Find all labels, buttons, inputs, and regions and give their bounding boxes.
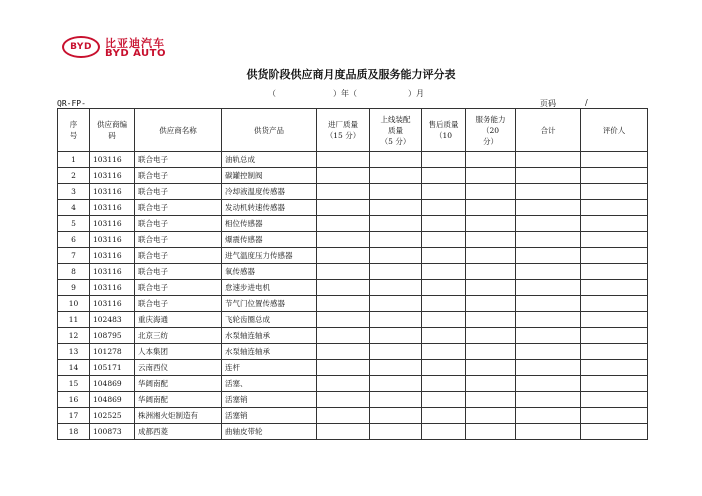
cell-service-score[interactable]	[466, 232, 516, 248]
cell-assembly-score[interactable]	[370, 408, 422, 424]
cell-supplier-code: 103116	[90, 232, 135, 248]
cell-no: 13	[58, 344, 90, 360]
cell-total[interactable]	[516, 280, 581, 296]
cell-product: 活塞销	[222, 392, 317, 408]
cell-total[interactable]	[516, 216, 581, 232]
cell-no: 5	[58, 216, 90, 232]
cell-no: 3	[58, 184, 90, 200]
cell-incoming-score[interactable]	[317, 264, 370, 280]
cell-supplier-name: 联合电子	[135, 296, 222, 312]
cell-incoming-score[interactable]	[317, 280, 370, 296]
cell-after-sales-score[interactable]	[422, 168, 466, 184]
cell-rater[interactable]	[581, 152, 648, 168]
cell-incoming-score[interactable]	[317, 248, 370, 264]
table-row	[58, 408, 648, 424]
cell-assembly-score[interactable]	[370, 328, 422, 344]
cell-service-score[interactable]	[466, 392, 516, 408]
cell-incoming-score[interactable]	[317, 360, 370, 376]
cell-rater[interactable]	[581, 216, 648, 232]
col-header-code-line1: 供应商编	[97, 120, 127, 129]
cell-after-sales-score[interactable]	[422, 312, 466, 328]
cell-product: 节气门位置传感器	[222, 296, 317, 312]
col-header-rater: 评价人	[581, 109, 648, 152]
cell-service-score[interactable]	[466, 312, 516, 328]
cell-supplier-name: 联合电子	[135, 152, 222, 168]
cell-service-score[interactable]	[466, 152, 516, 168]
cell-product: 飞轮齿圈总成	[222, 312, 317, 328]
cell-supplier-code: 101278	[90, 344, 135, 360]
cell-rater[interactable]	[581, 232, 648, 248]
header-row	[58, 109, 648, 152]
cell-service-score[interactable]	[466, 328, 516, 344]
cell-no: 4	[58, 200, 90, 216]
col-header-after-sales-line1: 售后质量	[428, 120, 459, 129]
cell-product: 碳罐控制阀	[222, 168, 317, 184]
cell-total[interactable]	[516, 168, 581, 184]
col-header-code-line2: 码	[108, 131, 116, 140]
cell-no: 15	[58, 376, 90, 392]
cell-incoming-score[interactable]	[317, 152, 370, 168]
period-year: ）年（	[333, 89, 357, 98]
cell-service-score[interactable]	[466, 408, 516, 424]
cell-after-sales-score[interactable]	[422, 344, 466, 360]
cell-incoming-score[interactable]	[317, 232, 370, 248]
cell-supplier-name: 联合电子	[135, 216, 222, 232]
cell-rater[interactable]	[581, 328, 648, 344]
table-row	[58, 280, 648, 296]
cell-rater[interactable]	[581, 408, 648, 424]
cell-supplier-code: 103116	[90, 216, 135, 232]
cell-assembly-score[interactable]	[370, 248, 422, 264]
table-row	[58, 344, 648, 360]
cell-supplier-code: 103116	[90, 168, 135, 184]
cell-total[interactable]	[516, 376, 581, 392]
cell-incoming-score[interactable]	[317, 296, 370, 312]
cell-incoming-score[interactable]	[317, 392, 370, 408]
cell-supplier-name: 株洲湘火炬制造有	[135, 408, 222, 424]
col-header-no-line1: 序	[69, 120, 78, 129]
cell-product: 相位传感器	[222, 216, 317, 232]
cell-rater[interactable]	[581, 264, 648, 280]
cell-total[interactable]	[516, 392, 581, 408]
table-row	[58, 248, 648, 264]
col-header-product: 供货产品	[222, 109, 317, 152]
cell-total[interactable]	[516, 296, 581, 312]
table-row	[58, 264, 648, 280]
cell-after-sales-score[interactable]	[422, 184, 466, 200]
cell-no: 14	[58, 360, 90, 376]
cell-supplier-name: 云南西仪	[135, 360, 222, 376]
cell-assembly-score[interactable]	[370, 280, 422, 296]
period-open: （	[268, 89, 276, 98]
cell-total[interactable]	[516, 264, 581, 280]
col-header-assembly-quality	[370, 109, 422, 152]
cell-product: 活塞、	[222, 376, 317, 392]
table-row	[58, 360, 648, 376]
cell-product: 水泵轴连轴承	[222, 344, 317, 360]
cell-assembly-score[interactable]	[370, 376, 422, 392]
col-header-after-sales-quality	[422, 109, 466, 152]
col-header-no	[58, 109, 90, 152]
cell-product: 活塞销	[222, 408, 317, 424]
cell-incoming-score[interactable]	[317, 328, 370, 344]
cell-supplier-code: 102483	[90, 312, 135, 328]
cell-incoming-score[interactable]	[317, 168, 370, 184]
cell-product: 油轨总成	[222, 152, 317, 168]
cell-total[interactable]	[516, 152, 581, 168]
cell-supplier-name: 重庆海通	[135, 312, 222, 328]
cell-total[interactable]	[516, 200, 581, 216]
logo-name-en: BYD AUTO	[105, 48, 166, 59]
table-row	[58, 184, 648, 200]
cell-total[interactable]	[516, 360, 581, 376]
cell-assembly-score[interactable]	[370, 168, 422, 184]
cell-supplier-code: 104869	[90, 392, 135, 408]
col-header-assembly-line3: （5 分）	[380, 136, 411, 146]
table-row	[58, 328, 648, 344]
cell-incoming-score[interactable]	[317, 408, 370, 424]
cell-supplier-code: 104869	[90, 376, 135, 392]
cell-no: 8	[58, 264, 90, 280]
cell-supplier-name: 联合电子	[135, 184, 222, 200]
evaluation-table	[57, 108, 648, 440]
table-body	[58, 152, 648, 440]
cell-total[interactable]	[516, 232, 581, 248]
col-header-service-ability	[466, 109, 516, 152]
cell-product: 连杆	[222, 360, 317, 376]
table-row	[58, 312, 648, 328]
col-header-after-sales-line2: （10	[434, 131, 453, 140]
cell-supplier-code: 105171	[90, 360, 135, 376]
cell-assembly-score[interactable]	[370, 392, 422, 408]
cell-rater[interactable]	[581, 424, 648, 440]
cell-product: 怠速步进电机	[222, 280, 317, 296]
cell-rater[interactable]	[581, 392, 648, 408]
cell-assembly-score[interactable]	[370, 344, 422, 360]
period-month: ）月	[408, 89, 424, 98]
cell-service-score[interactable]	[466, 200, 516, 216]
cell-no: 16	[58, 392, 90, 408]
cell-service-score[interactable]	[466, 264, 516, 280]
col-header-incoming-quality	[317, 109, 370, 152]
col-header-service-line1: 服务能力（20	[475, 114, 506, 135]
col-header-total: 合计	[516, 109, 581, 152]
cell-service-score[interactable]	[466, 296, 516, 312]
col-header-supplier: 供应商名称	[135, 109, 222, 152]
cell-incoming-score[interactable]	[317, 344, 370, 360]
cell-rater[interactable]	[581, 312, 648, 328]
cell-product: 氧传感器	[222, 264, 317, 280]
table-row	[58, 216, 648, 232]
cell-assembly-score[interactable]	[370, 232, 422, 248]
cell-product: 水泵轴连轴承	[222, 328, 317, 344]
cell-incoming-score[interactable]	[317, 200, 370, 216]
cell-no: 9	[58, 280, 90, 296]
cell-total[interactable]	[516, 248, 581, 264]
cell-supplier-name: 华阔南配	[135, 392, 222, 408]
page-number-label: 页码	[540, 99, 556, 108]
cell-assembly-score[interactable]	[370, 360, 422, 376]
cell-after-sales-score[interactable]	[422, 360, 466, 376]
cell-after-sales-score[interactable]	[422, 152, 466, 168]
cell-supplier-code: 103116	[90, 200, 135, 216]
col-header-code	[90, 109, 135, 152]
page-title: 供货阶段供应商月度品质及服务能力评分表	[246, 68, 456, 81]
cell-service-score[interactable]	[466, 280, 516, 296]
cell-supplier-name: 联合电子	[135, 200, 222, 216]
table-row	[58, 376, 648, 392]
cell-supplier-code: 103116	[90, 296, 135, 312]
cell-product: 爆震传感器	[222, 232, 317, 248]
cell-product: 曲轴皮带轮	[222, 424, 317, 440]
page-number-slash: /	[585, 98, 588, 107]
cell-no: 11	[58, 312, 90, 328]
cell-service-score[interactable]	[466, 360, 516, 376]
cell-after-sales-score[interactable]	[422, 248, 466, 264]
cell-rater[interactable]	[581, 376, 648, 392]
cell-assembly-score[interactable]	[370, 424, 422, 440]
table-row	[58, 200, 648, 216]
table-row	[58, 392, 648, 408]
cell-after-sales-score[interactable]	[422, 296, 466, 312]
doc-code: QR-FP-	[57, 99, 86, 108]
cell-supplier-name: 人本集团	[135, 344, 222, 360]
col-header-assembly-line1: 上线装配	[380, 114, 411, 124]
cell-supplier-name: 联合电子	[135, 248, 222, 264]
cell-supplier-name: 联合电子	[135, 232, 222, 248]
cell-incoming-score[interactable]	[317, 184, 370, 200]
cell-after-sales-score[interactable]	[422, 216, 466, 232]
cell-no: 2	[58, 168, 90, 184]
cell-after-sales-score[interactable]	[422, 376, 466, 392]
cell-rater[interactable]	[581, 344, 648, 360]
cell-service-score[interactable]	[466, 184, 516, 200]
cell-assembly-score[interactable]	[370, 152, 422, 168]
cell-supplier-code: 100873	[90, 424, 135, 440]
cell-supplier-code: 102525	[90, 408, 135, 424]
cell-after-sales-score[interactable]	[422, 232, 466, 248]
col-header-no-line2: 号	[69, 131, 78, 140]
cell-assembly-score[interactable]	[370, 296, 422, 312]
cell-no: 6	[58, 232, 90, 248]
cell-total[interactable]	[516, 312, 581, 328]
cell-service-score[interactable]	[466, 248, 516, 264]
col-header-incoming-line1: 进厂质量	[328, 120, 358, 129]
cell-after-sales-score[interactable]	[422, 408, 466, 424]
cell-incoming-score[interactable]	[317, 376, 370, 392]
table-row	[58, 152, 648, 168]
cell-no: 17	[58, 408, 90, 424]
cell-service-score[interactable]	[466, 216, 516, 232]
cell-supplier-code: 103116	[90, 264, 135, 280]
cell-supplier-name: 联合电子	[135, 280, 222, 296]
cell-supplier-name: 北京三纺	[135, 328, 222, 344]
cell-service-score[interactable]	[466, 168, 516, 184]
cell-assembly-score[interactable]	[370, 312, 422, 328]
cell-supplier-name: 华阔南配	[135, 376, 222, 392]
col-header-service-line2: 分）	[483, 136, 498, 146]
cell-rater[interactable]	[581, 296, 648, 312]
cell-assembly-score[interactable]	[370, 216, 422, 232]
cell-total[interactable]	[516, 328, 581, 344]
cell-after-sales-score[interactable]	[422, 200, 466, 216]
cell-incoming-score[interactable]	[317, 216, 370, 232]
cell-rater[interactable]	[581, 168, 648, 184]
cell-no: 10	[58, 296, 90, 312]
cell-total[interactable]	[516, 408, 581, 424]
byd-logo-mark: BYD	[62, 36, 100, 58]
cell-assembly-score[interactable]	[370, 200, 422, 216]
col-header-incoming-line2: （15 分）	[325, 131, 361, 140]
cell-supplier-name: 成都西菱	[135, 424, 222, 440]
cell-service-score[interactable]	[466, 376, 516, 392]
cell-product: 发动机转速传感器	[222, 200, 317, 216]
cell-rater[interactable]	[581, 360, 648, 376]
cell-assembly-score[interactable]	[370, 184, 422, 200]
cell-supplier-name: 联合电子	[135, 168, 222, 184]
cell-incoming-score[interactable]	[317, 424, 370, 440]
cell-supplier-code: 103116	[90, 280, 135, 296]
cell-after-sales-score[interactable]	[422, 280, 466, 296]
cell-after-sales-score[interactable]	[422, 328, 466, 344]
cell-supplier-code: 103116	[90, 184, 135, 200]
cell-no: 7	[58, 248, 90, 264]
cell-rater[interactable]	[581, 248, 648, 264]
cell-product: 冷却液温度传感器	[222, 184, 317, 200]
cell-supplier-code: 103116	[90, 248, 135, 264]
col-header-assembly-line2: 质量	[388, 125, 403, 135]
cell-no: 1	[58, 152, 90, 168]
table-row	[58, 168, 648, 184]
cell-service-score[interactable]	[466, 424, 516, 440]
cell-total[interactable]	[516, 184, 581, 200]
table-row	[58, 232, 648, 248]
cell-product: 进气温度压力传感器	[222, 248, 317, 264]
cell-assembly-score[interactable]	[370, 264, 422, 280]
cell-no: 12	[58, 328, 90, 344]
cell-no: 18	[58, 424, 90, 440]
cell-incoming-score[interactable]	[317, 312, 370, 328]
logo-name-cn: 比亚迪汽车	[105, 37, 165, 50]
cell-supplier-name: 联合电子	[135, 264, 222, 280]
cell-total[interactable]	[516, 424, 581, 440]
cell-rater[interactable]	[581, 200, 648, 216]
cell-service-score[interactable]	[466, 344, 516, 360]
cell-rater[interactable]	[581, 184, 648, 200]
cell-after-sales-score[interactable]	[422, 424, 466, 440]
table-row	[58, 296, 648, 312]
table-row	[58, 424, 648, 440]
cell-after-sales-score[interactable]	[422, 264, 466, 280]
cell-supplier-code: 103116	[90, 152, 135, 168]
cell-after-sales-score[interactable]	[422, 392, 466, 408]
cell-supplier-code: 108795	[90, 328, 135, 344]
cell-total[interactable]	[516, 344, 581, 360]
cell-rater[interactable]	[581, 280, 648, 296]
